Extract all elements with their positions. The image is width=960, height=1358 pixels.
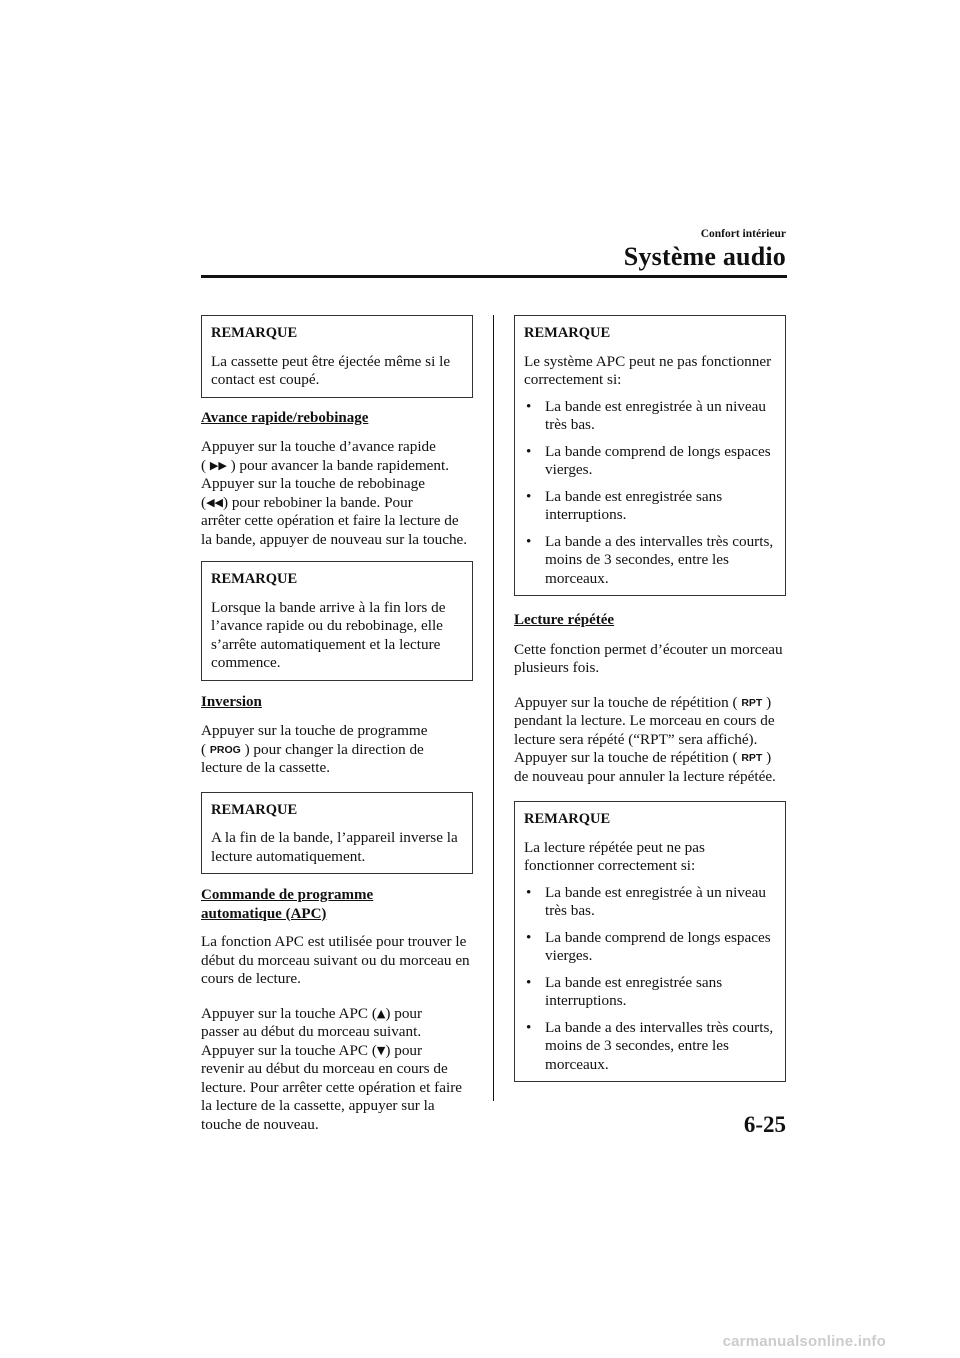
heading-apc <box>201 886 473 923</box>
watermark-text: carmanualsonline.info <box>722 1333 886 1350</box>
right-column <box>514 315 786 1082</box>
text-line: lecture de la cassette. <box>201 759 331 776</box>
text-line: de nouveau pour annuler la lecture répétée. <box>514 767 776 785</box>
inversion-paragraph <box>201 722 473 778</box>
text-fragment: Appuyer sur la touche APC ( <box>201 1041 377 1059</box>
text-line <box>201 494 473 513</box>
note-title: REMARQUE <box>211 801 298 818</box>
down-arrow-icon: ▼ <box>376 1043 386 1057</box>
rpt-key-icon: RPT <box>741 752 763 764</box>
text-line <box>201 1042 473 1061</box>
heading-inversion: Inversion <box>201 693 262 710</box>
text-fragment: ( <box>201 493 207 511</box>
text-line: revenir au début du morceau en cours de lecture. Pour arrêter cette opération et faire la lecture de la cassette, appuyer sur la touche de nouveau. <box>201 1060 462 1133</box>
note-title: REMARQUE <box>211 571 298 587</box>
text-fragment: ) <box>766 693 772 711</box>
text-fragment: Appuyer sur la touche de répétition ( <box>514 693 738 711</box>
note-intro: Le système APC peut ne pas fonctionner correctement si: <box>524 352 772 388</box>
text-line: arrêter cette opération et faire la lecture de <box>201 512 459 529</box>
note-fin-bande <box>201 561 473 681</box>
heading-line: automatique (APC) <box>201 905 327 922</box>
list-item: • La bande est enregistrée sans interruptions. <box>524 488 777 525</box>
lecture-paragraph <box>514 694 786 787</box>
note-inverse <box>201 792 473 875</box>
text-line <box>201 741 473 760</box>
note-intro: La lecture répétée peut ne pas fonctionner correctement si: <box>524 838 705 874</box>
list-item: • La bande est enregistrée à un niveau très bas. <box>524 884 777 921</box>
text-fragment: ) pour <box>385 1004 423 1022</box>
note-title: REMARQUE <box>211 325 298 341</box>
note-text: La cassette peut être éjectée même si le contact est coupé. <box>211 352 451 388</box>
list-item: • La bande est enregistrée à un niveau très bas. <box>524 398 777 435</box>
text-line <box>201 457 473 476</box>
condition-list <box>524 884 777 1075</box>
lecture-intro: Cette fonction permet d’écouter un morceau plusieurs fois. <box>514 640 783 676</box>
text-line: la bande, appuyer de nouveau sur la touche. <box>201 530 468 548</box>
text-line: Appuyer sur la touche d’avance rapide <box>201 438 436 455</box>
list-item: • La bande a des intervalles très courts, moins de 3 secondes, entre les morceaux. <box>524 533 777 589</box>
text-fragment: ) pour changer la direction de <box>244 740 424 758</box>
note-eject <box>201 315 473 398</box>
text-fragment: ) pour <box>385 1041 423 1059</box>
column-divider <box>493 315 494 1101</box>
text-line: Appuyer sur la touche de programme <box>201 722 428 739</box>
text-line <box>514 694 786 713</box>
apc-intro: La fonction APC est utilisée pour trouver le début du morceau suivant ou du morceau en cours de lecture. <box>201 933 470 987</box>
text-fragment: ) <box>766 749 772 766</box>
note-text: A la fin de la bande, l’appareil inverse la lecture automatiquement. <box>211 829 458 865</box>
list-item: • La bande comprend de longs espaces vierges. <box>524 443 777 480</box>
rpt-key-icon: RPT <box>741 696 763 709</box>
text-fragment: ) pour rebobiner la bande. Pour <box>222 493 413 511</box>
fast-forward-icon: ▶▶ <box>209 458 227 472</box>
text-line <box>514 749 786 768</box>
header-rule <box>201 275 787 278</box>
text-fragment: Appuyer sur la touche de répétition ( <box>514 749 738 766</box>
watermark-band <box>0 1318 960 1358</box>
header-section: Confort intérieur <box>700 228 786 240</box>
page-number: 6-25 <box>743 1112 786 1137</box>
text-fragment: ( <box>201 740 207 758</box>
note-title: REMARQUE <box>524 325 611 341</box>
page-title: Système audio <box>623 242 786 271</box>
heading-line: Commande de programme <box>201 887 374 903</box>
rewind-icon: ◀◀ <box>206 495 223 509</box>
text-fragment: ( <box>201 456 207 474</box>
heading-lecture-repetee: Lecture répétée <box>514 612 615 628</box>
up-arrow-icon: ▲ <box>376 1006 386 1020</box>
text-line: Appuyer sur la touche de rebobinage <box>201 475 425 492</box>
avance-paragraph <box>201 438 473 549</box>
text-line: passer au début du morceau suivant. <box>201 1023 422 1040</box>
condition-list <box>524 398 777 589</box>
list-item: • La bande comprend de longs espaces vierges. <box>524 929 777 966</box>
left-column <box>201 315 473 1134</box>
note-repeat-conditions <box>514 801 786 1082</box>
note-apc-conditions <box>514 315 786 596</box>
text-line <box>201 1005 473 1024</box>
text-line: pendant la lecture. Le morceau en cours de lecture sera répété (“RPT” sera affiché). <box>514 712 775 748</box>
text-fragment: ) pour avancer la bande rapidement. <box>230 456 450 474</box>
list-item: • La bande est enregistrée sans interruptions. <box>524 974 777 1011</box>
text-fragment: Appuyer sur la touche APC ( <box>201 1004 377 1022</box>
note-title: REMARQUE <box>524 811 611 827</box>
heading-avance-rapide: Avance rapide/rebobinage <box>201 409 369 426</box>
list-item: • La bande a des intervalles très courts, moins de 3 secondes, entre les morceaux. <box>524 1019 777 1075</box>
apc-paragraph <box>201 1005 473 1135</box>
note-text: Lorsque la bande arrive à la fin lors de l’avance rapide ou du rebobinage, elle s’arrête automatiquement et la lecture commence. <box>211 598 446 671</box>
prog-key-icon: PROG <box>209 743 241 756</box>
